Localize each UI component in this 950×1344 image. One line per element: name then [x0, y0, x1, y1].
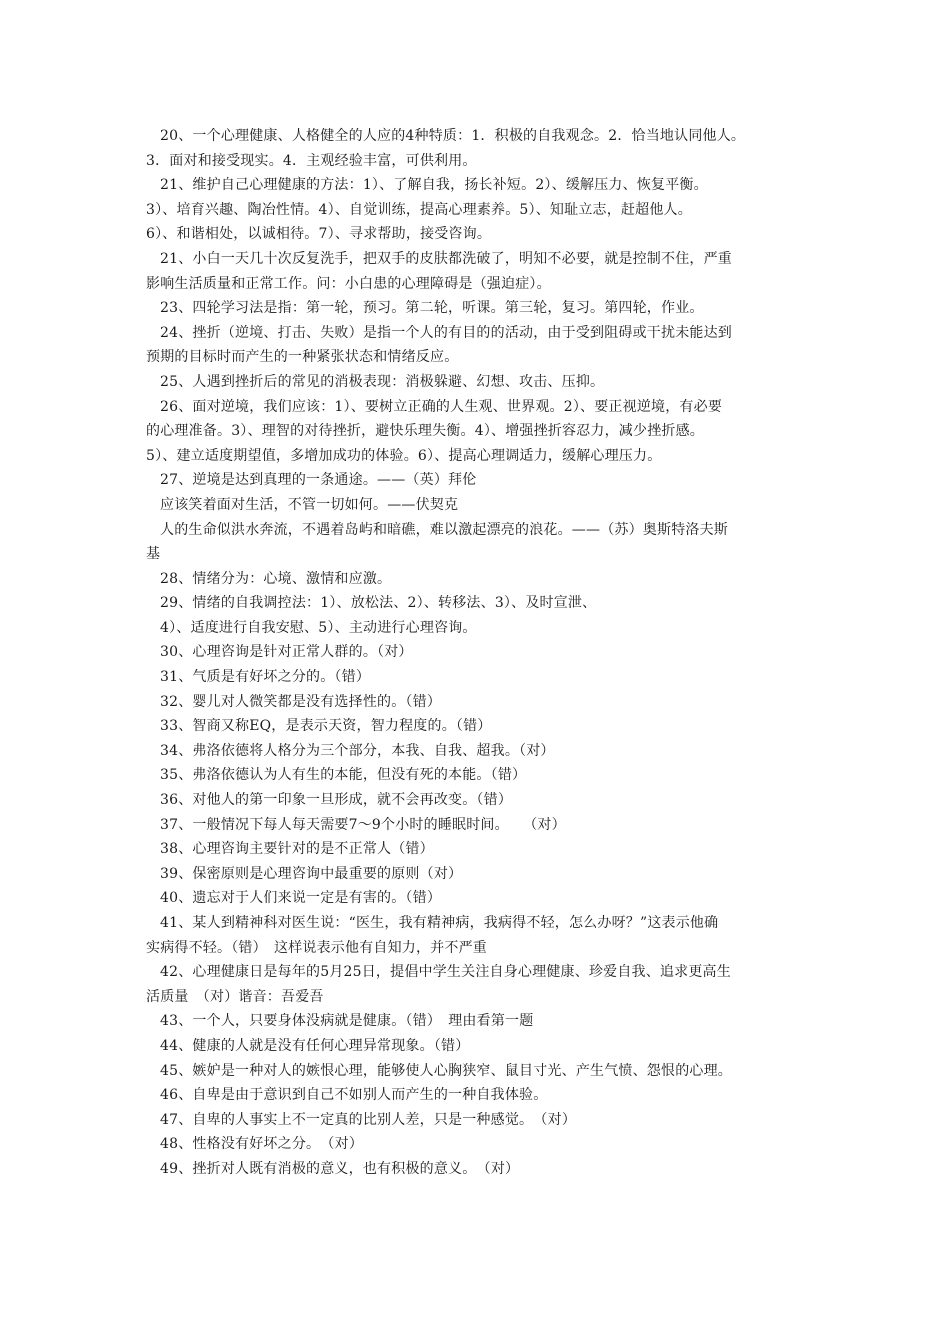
text-line: 44、健康的人就是没有任何心理异常现象。（错） — [160, 1037, 470, 1054]
text-line: 31、气质是有好坏之分的。（错） — [160, 669, 371, 686]
document-body — [146, 124, 820, 1182]
text-line: 38、心理咨询主要针对的是不正常人（错） — [160, 841, 434, 858]
text-line: 26、面对逆境，我们应该：1）、要树立正确的人生观、世界观。2）、要正视逆境，有必要 — [160, 398, 723, 415]
text-line: 活质量 （对）谐音：吾爱吾 — [146, 988, 324, 1005]
text-line: 实病得不轻。（错） 这样说表示他有自知力，并不严重 — [146, 939, 487, 956]
text-line: 25、人遇到挫折后的常见的消极表现：消极躲避、幻想、攻击、压抑。 — [160, 373, 605, 390]
text-line: 42、心理健康日是每年的5月25日，提倡中学生关注自身心理健康、珍爱自我、追求更高生 — [160, 964, 731, 981]
text-line: 35、弗洛依德认为人有生的本能，但没有死的本能。（错） — [160, 767, 527, 784]
text-line: 46、自卑是由于意识到自己不如别人而产生的一种自我体验。 — [160, 1087, 548, 1104]
text-line: 29、情绪的自我调控法：1）、放松法、2）、转移法、3）、及时宣泄、 — [160, 595, 597, 612]
text-line: 预期的目标时而产生的一种紧张状态和情绪反应。 — [146, 349, 459, 366]
text-line: 21、小白一天几十次反复洗手，把双手的皮肤都洗破了，明知不必要，就是控制不住，严重 — [160, 250, 733, 267]
text-line: 20、一个心理健康、人格健全的人应的4种特质：1．积极的自我观念。2．恰当地认同他人。 — [160, 128, 746, 144]
text-line: 27、逆境是达到真理的一条通途。——（英）拜伦 — [160, 472, 477, 489]
text-line: 23、四轮学习法是指：第一轮，预习。第二轮，听课。第三轮，复习。第四轮，作业。 — [160, 300, 704, 317]
text-line: 24、挫折（逆境、打击、失败）是指一个人的有目的的活动，由于受到阻碍或干扰未能达到 — [160, 324, 733, 341]
text-line: 39、保密原则是心理咨询中最重要的原则（对） — [160, 865, 463, 882]
text-line: 影响生活质量和正常工作。问：小白患的心理障碍是（强迫症）。 — [146, 275, 551, 292]
text-line: 48、性格没有好坏之分。 （对） — [160, 1136, 364, 1153]
text-line: 36、对他人的第一印象一旦形成，就不会再改变。（错） — [160, 792, 513, 809]
text-line: 43、一个人，只要身体没病就是健康。（错） 理由看第一题 — [160, 1013, 534, 1030]
text-line: 4）、适度进行自我安慰、5）、主动进行心理咨询。 — [160, 619, 477, 636]
text-line: 37、一般情况下每人每天需要7～9个小时的睡眠时间。 （对） — [160, 816, 566, 833]
text-line: 33、智商又称EQ，是表示天资，智力程度的。（错） — [160, 718, 492, 735]
text-line: 49、挫折对人既有消极的意义，也有积极的意义。 （对） — [160, 1160, 520, 1177]
text-line: 5）、建立适度期望值，多增加成功的体验。6）、提高心理调适力，缓解心理压力。 — [146, 447, 662, 464]
text-line: 30、心理咨询是针对正常人群的。（对） — [160, 644, 413, 661]
text-line: 45、嫉妒是一种对人的嫉恨心理，能够使人心胸狭窄、鼠目寸光、产生气愤、怨恨的心理。 — [160, 1062, 733, 1079]
text-line: 47、自卑的人事实上不一定真的比别人差，只是一种感觉。 （对） — [160, 1111, 577, 1128]
text-line: 的心理准备。3）、理智的对待挫折，避快乐理失衡。4）、增强挫折容忍力，减少挫折感。 — [146, 423, 705, 440]
text-line: 应该笑着面对生活，不管一切如何。——伏契克 — [160, 496, 459, 513]
text-line: 40、遗忘对于人们来说一定是有害的。（错） — [160, 890, 442, 907]
text-line: 3．面对和接受现实。4．主观经验丰富，可供利用。 — [146, 152, 477, 169]
text-line: 41、某人到精神科对医生说：“医生，我有精神病，我病得不轻，怎么办呀？”这表示他确 — [160, 915, 719, 931]
text-line: 21、维护自己心理健康的方法：1）、了解自我，扬长补短。2）、缓解压力、恢复平衡。 — [160, 177, 708, 194]
text-line: 人的生命似洪水奔流，不遇着岛屿和暗礁，难以激起漂亮的浪花。——（苏）奥斯特洛夫斯 — [160, 521, 728, 538]
text-line: 基 — [146, 546, 161, 563]
text-line: 34、弗洛依德将人格分为三个部分，本我、自我、超我。（对） — [160, 742, 555, 759]
text-line: 3）、培育兴趣、陶冶性情。4）、自觉训练，提高心理素养。5）、知耻立志，赶超他人。 — [146, 201, 692, 218]
text-line: 28、情绪分为：心境、激情和应激。 — [160, 570, 392, 587]
text-line: 32、婴儿对人微笑都是没有选择性的。（错） — [160, 693, 442, 710]
text-line: 6）、和谐相处，以诚相待。7）、寻求帮助，接受咨询。 — [146, 226, 492, 243]
